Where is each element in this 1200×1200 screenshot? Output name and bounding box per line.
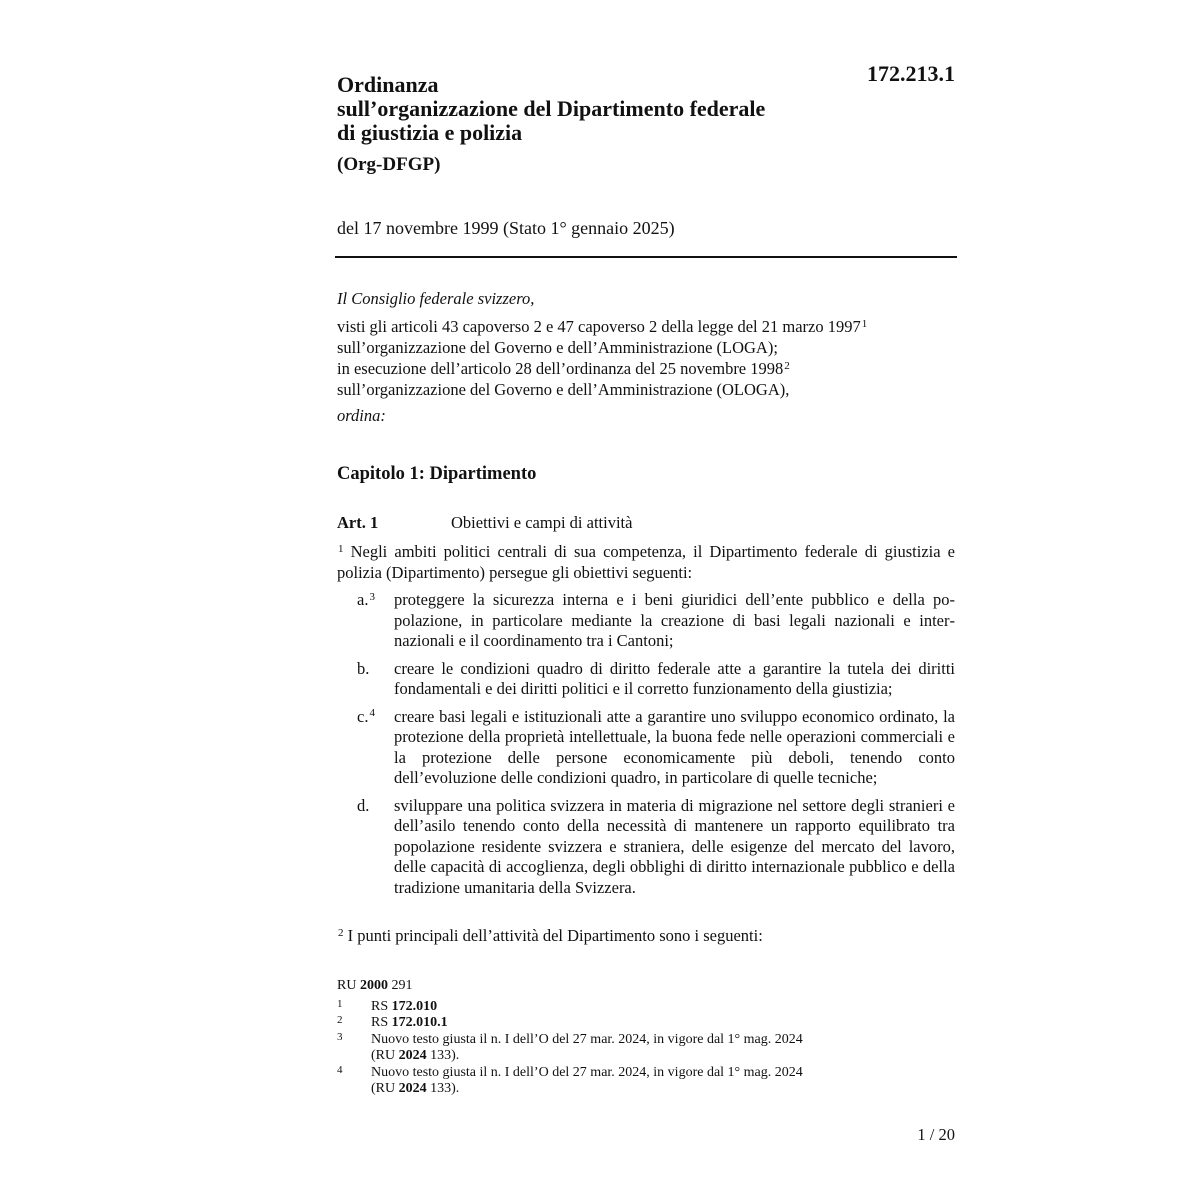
footnote-number: 2 [337,1014,343,1026]
preamble-order: ordina: [337,406,386,425]
document-abbreviation: (Org-DFGP) [337,154,441,175]
paragraph-number: 2 [338,926,344,939]
page-number: 1 / 20 [917,1125,955,1144]
footnote [337,1065,897,1098]
article-number: Art. 1 [337,513,379,532]
list-item [357,590,955,652]
footnote-ru-post: 133). [430,1081,460,1096]
footnote-ru-pre: (RU [371,1081,396,1096]
title-line: sull’organizzazione del Dipartimento federale [337,96,766,121]
item-label [357,659,369,680]
preamble [337,288,957,426]
preamble-line: sull’organizzazione del Governo e dell’Amministrazione (LOGA); [337,338,778,357]
preamble-line [337,316,957,337]
footnote [337,1032,897,1065]
footnote-number: 1 [337,997,343,1010]
item-text: creare le condizioni quadro di diritto federale atte a garantire la tutela dei diritti fondamentali e dei diritti politici e il corretto funzionamento della giustizia; [394,658,955,698]
document-date: del 17 novembre 1999 (Stato 1° gennaio 2025) [337,218,675,238]
item-letter: a. [357,590,369,609]
list-item [357,659,955,700]
document-title [337,73,857,145]
footnote [337,999,897,1016]
footnote-ru-post: 133). [430,1048,460,1063]
footnote-text: Nuovo testo giusta il n. I dell’O del 27 mar. 2024, in vigore dal 1° mag. 2024 [371,1064,803,1080]
ru-page: 291 [391,978,413,993]
footnote-ref-number[interactable]: 172.010.1 [391,1015,448,1030]
preamble-authority: Il Consiglio federale svizzero, [337,289,535,308]
list-item [357,796,955,899]
footnote [337,1015,897,1032]
item-text: sviluppare una politica svizzera in materia di migrazione nel settore degli stranieri e dell’asilo tenendo conto della necessità di mantenere un rapporto equilibrato tra popolazione residente svizzera e straniera, delle esigenze del mercato del lavoro, delle capacità di accoglienza, degli obblighi di diritto internazionale pubblico e della tradizione umanitaria della Svizzera. [394,795,955,897]
paragraph-text: I punti principali dell’attività del Dipartimento sono i seguenti: [347,926,763,945]
footnote-ref[interactable]: 4 [369,707,375,719]
ru-reference [337,978,897,995]
list-item [357,707,955,789]
footnote-ru-pre: (RU [371,1048,396,1063]
item-label [357,796,369,817]
article-title: Obiettivi e campi di attività [451,513,633,532]
footnote-ru-year[interactable]: 2024 [398,1081,427,1096]
item-label [357,707,375,728]
preamble-line [337,358,957,379]
footnote-prefix: RS [371,998,389,1014]
footnotes [337,978,897,1098]
footnote-ref[interactable]: 1 [861,317,868,330]
paragraph-text: Negli ambiti politici centrali di sua competenza, il Dipartimento federale di giustizia e polizia (Dipartimento) persegue gli obiettivi seguenti: [337,542,955,582]
footnote-ru-year[interactable]: 2024 [398,1048,427,1063]
footnote-ref[interactable]: 2 [784,359,790,372]
footnote-text: Nuovo testo giusta il n. I dell’O del 27 mar. 2024, in vigore dal 1° mag. 2024 [371,1031,803,1047]
article-paragraph [337,925,955,946]
item-letter: c. [357,706,369,726]
chapter-heading: Capitolo 1: Dipartimento [337,464,537,484]
sr-number: 172.213.1 [867,61,955,86]
footnote-number: 4 [337,1063,343,1076]
objectives-list [357,590,955,905]
item-text: proteggere la sicurezza interna e i beni giuridici dell’ente pubblico e della popolazione, in particolare mediante la creazione di basi legali nazionali e internazionali e il coordinamento tra i Cantoni; [394,590,955,650]
footnote-prefix: RS [371,1015,389,1030]
preamble-line: sull’organizzazione del Governo e dell’Amministrazione (OLOGA), [337,380,790,399]
preamble-text: in esecuzione dell’articolo 28 dell’ordinanza del 25 novembre 1998 [337,359,784,378]
title-line: Ordinanza [337,72,439,97]
paragraph-number: 1 [338,542,344,555]
ru-prefix: RU [337,978,357,993]
header-divider [335,256,957,258]
item-text: creare basi legali e istituzionali atte a garantire uno sviluppo economico ordinato, la protezione della proprietà intellettuale, la buona fede nelle operazioni commerciali e la protezione delle persone economicamente più deboli, tenendo conto dell’evoluzione delle condizioni quadro, in particolare di quelle tecniche; [394,706,955,787]
preamble-text: visti gli articoli 43 capoverso 2 e 47 capoverso 2 della legge del 21 marzo 1997 [337,317,861,336]
ru-year: 2000 [359,978,388,993]
item-letter: b. [357,658,370,678]
title-line: di giustizia e polizia [337,120,523,145]
footnote-ref[interactable]: 3 [369,590,375,603]
item-label [357,590,375,611]
footnote-number: 3 [337,1030,343,1043]
article-paragraph [337,541,955,583]
item-letter: d. [357,795,370,815]
footnote-ref-number[interactable]: 172.010 [391,998,438,1014]
